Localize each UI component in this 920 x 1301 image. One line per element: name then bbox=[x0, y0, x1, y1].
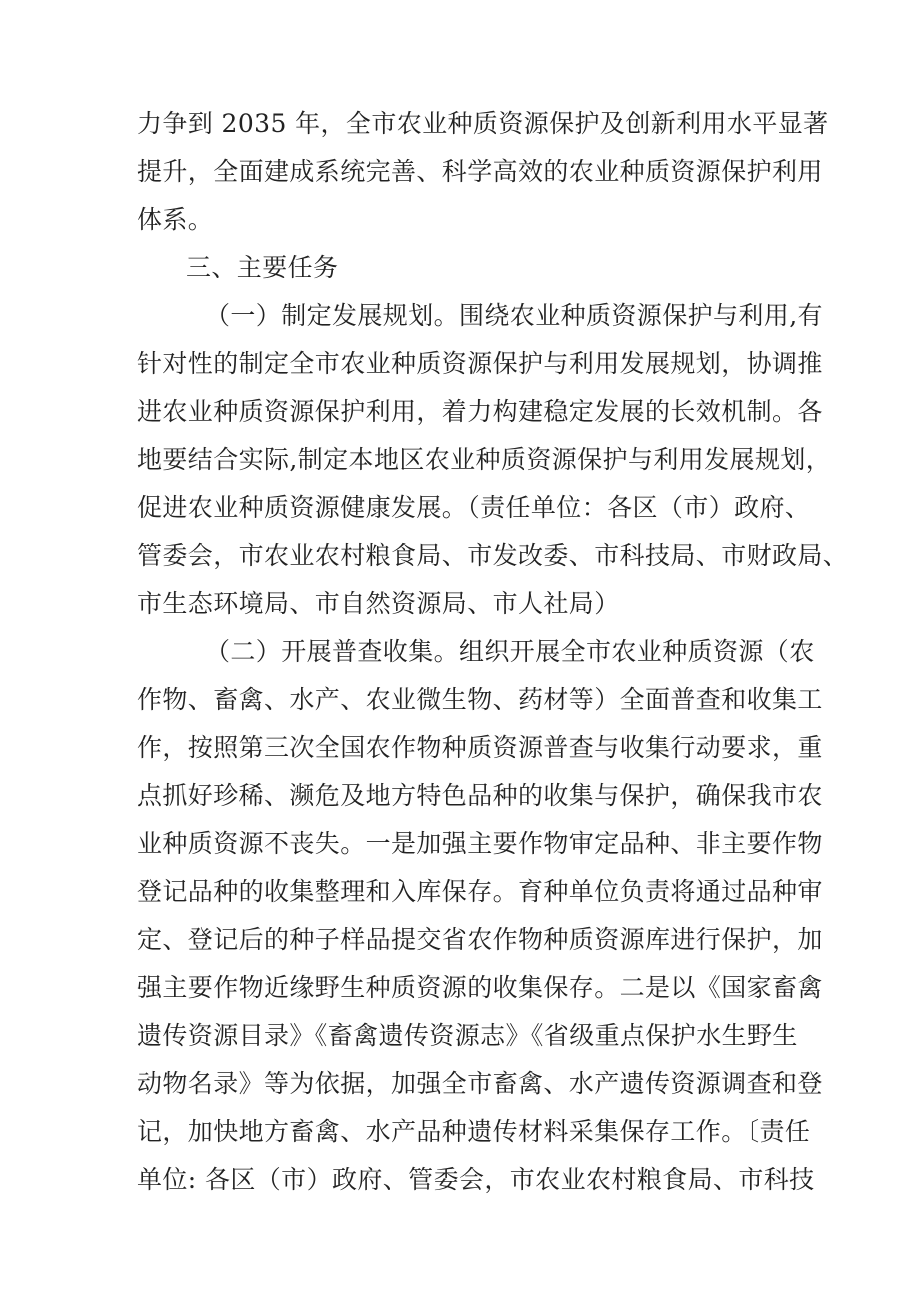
text-line-16: 业种质资源不丧失。一是加强主要作物审定品种、非主要作物 bbox=[137, 829, 823, 858]
text-line-19: 强主要作物近缘野生种质资源的收集保存。二是以《国家畜禽 bbox=[137, 973, 823, 1002]
text-line-23: 单位: 各区（市）政府、管委会，市农业农村粮食局、市科技 bbox=[137, 1165, 815, 1194]
text-line-18: 定、登记后的种子样品提交省农作物种质资源库进行保护，加 bbox=[137, 925, 823, 954]
text-line-21: 动物名录》等为依据，加强全市畜禽、水产遗传资源调查和登 bbox=[137, 1069, 823, 1098]
text-line-9: 促进农业种质资源健康发展。（责任单位：各区（市）政府、 bbox=[137, 493, 811, 522]
text-line-10: 管委会，市农业农村粮食局、市发改委、市科技局、市财政局、 bbox=[137, 541, 849, 570]
text-line-1: 力争到 2035 年，全市农业种质资源保护及创新利用水平显著 bbox=[137, 109, 829, 138]
subsection-heading-1: （一）制定发展规划。围绕农业种质资源保护与利用,有 bbox=[205, 301, 823, 330]
section-heading-main-tasks: 三、主要任务 bbox=[186, 253, 339, 282]
subsection-heading-2: （二）开展普查收集。组织开展全市农业种质资源（农 bbox=[205, 637, 815, 666]
text-line-7: 进农业种质资源保护利用，着力构建稳定发展的长效机制。各 bbox=[137, 397, 823, 426]
text-line-17: 登记品种的收集整理和入库保存。育种单位负责将通过品种审 bbox=[137, 877, 823, 906]
text-line-3: 体系。 bbox=[137, 205, 214, 234]
text-line-8: 地要结合实际,制定本地区农业种质资源保护与利用发展规划， bbox=[137, 445, 832, 474]
text-line-15: 点抓好珍稀、濒危及地方特色品种的收集与保护，确保我市农 bbox=[137, 781, 823, 810]
text-line-20: 遗传资源目录》《畜禽遗传资源志》《省级重点保护水生野生 bbox=[137, 1021, 798, 1050]
text-line-2: 提升，全面建成系统完善、科学高效的农业种质资源保护利用 bbox=[137, 157, 823, 186]
text-line-11: 市生态环境局、市自然资源局、市人社局） bbox=[137, 589, 620, 618]
text-line-14: 作，按照第三次全国农作物种质资源普查与收集行动要求，重 bbox=[137, 733, 823, 762]
text-line-6: 针对性的制定全市农业种质资源保护与利用发展规划，协调推 bbox=[137, 349, 823, 378]
text-line-13: 作物、畜禽、水产、农业微生物、药材等）全面普查和收集工 bbox=[137, 685, 823, 714]
text-line-22: 记，加快地方畜禽、水产品种遗传材料采集保存工作。〔责任 bbox=[137, 1117, 811, 1146]
